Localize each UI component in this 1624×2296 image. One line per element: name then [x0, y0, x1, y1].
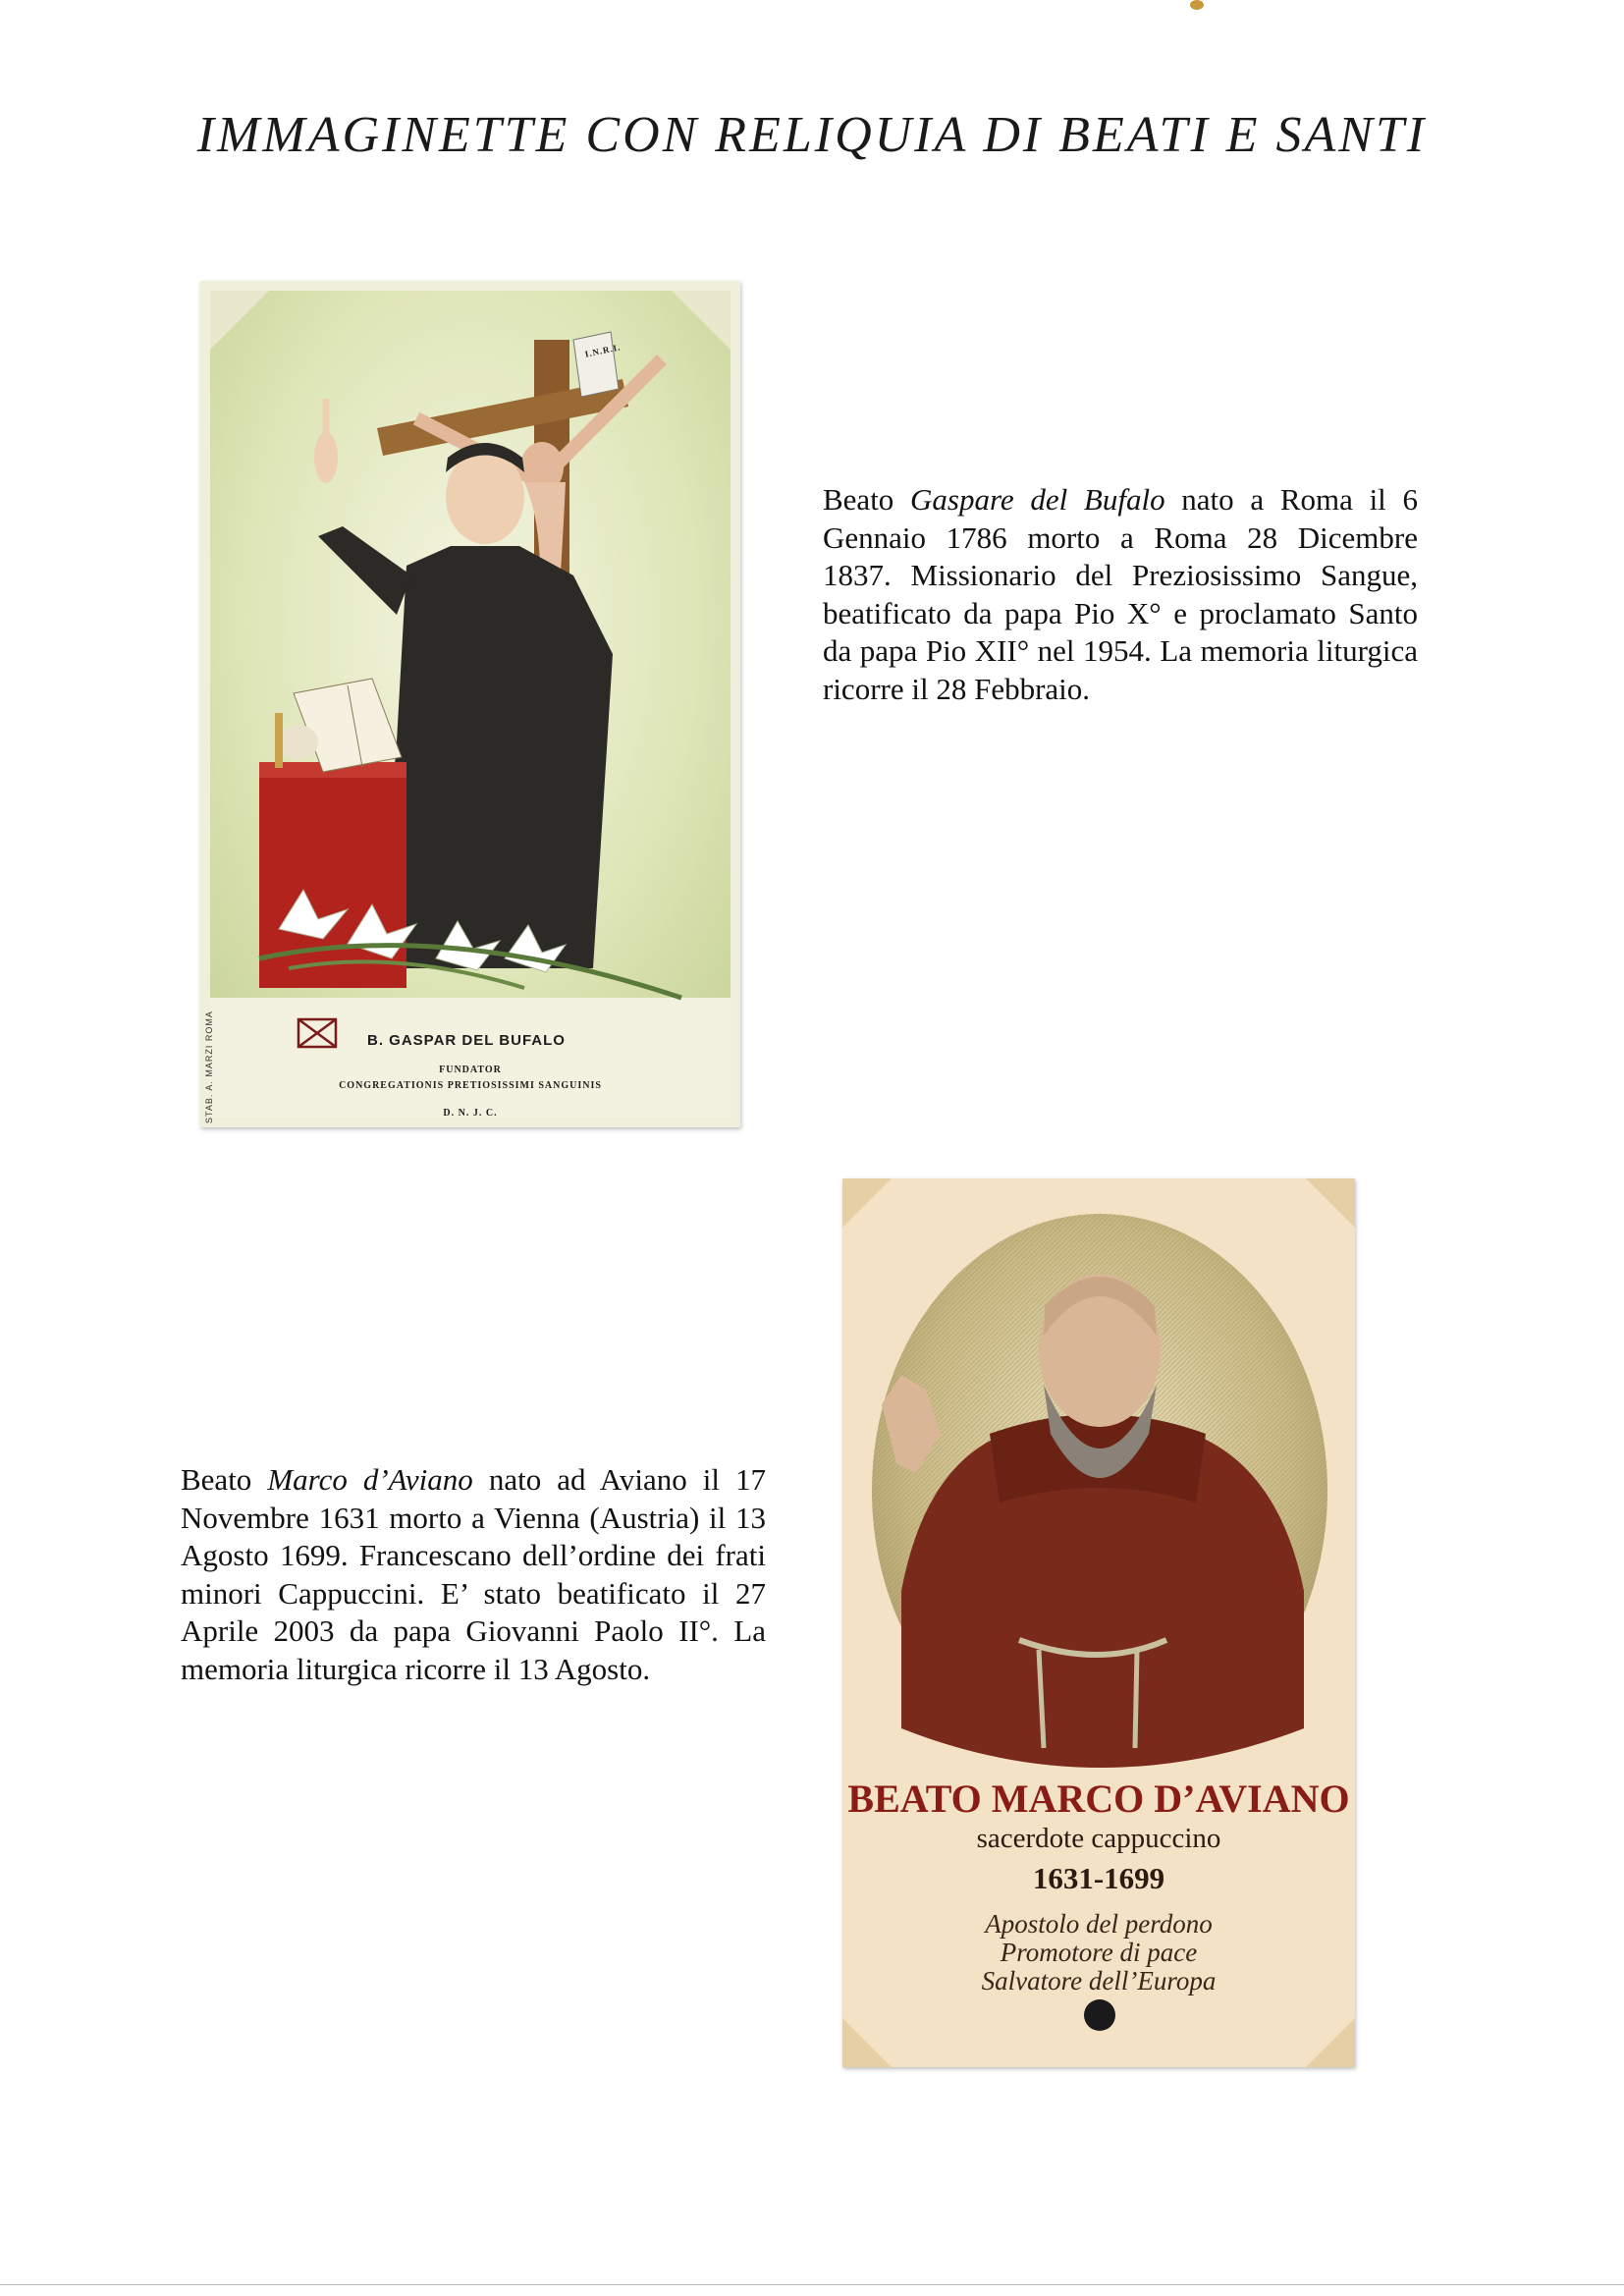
- description-body: nato ad Aviano il 17 Novembre 1631 morto a Vienna (Austria) il 13 Agosto 1699. Francescano dell’ordine dei frati minori Cappuccini. E’ stato beatificato il 27 Aprile 2003 da papa Giovanni Paolo II°. La memoria liturgica ricorre il 13 Agosto.: [181, 1462, 767, 1686]
- holy-card-gaspar-del-bufalo: [200, 281, 740, 1127]
- saint-name: Marco d’Aviano: [267, 1462, 473, 1497]
- card-motto-line3: Salvatore dell’Europa: [981, 1966, 1217, 1995]
- holy-card-illustration: [200, 281, 740, 1127]
- relic-window: [1084, 1999, 1115, 2031]
- printer-mark: STAB. A. MARZI ROMA: [204, 1011, 214, 1123]
- card-caption-line2: CONGREGATIONIS PRETIOSISSIMI SANGUINIS: [339, 1080, 602, 1091]
- description-prefix: Beato: [181, 1462, 268, 1497]
- priest-face: [446, 450, 524, 544]
- card-saint-years: 1631-1699: [1032, 1861, 1165, 1895]
- card-caption-title: B. GASPAR DEL BUFALO: [367, 1032, 566, 1049]
- priest-cassock: [377, 546, 613, 968]
- description-prefix: Beato: [823, 482, 911, 517]
- page-title: IMMAGINETTE CON RELIQUIA DI BEATI E SANTI: [196, 107, 1428, 163]
- card-motto-line1: Apostolo del perdono: [985, 1909, 1213, 1939]
- description-gaspare: [823, 481, 1418, 708]
- card-caption-line1: FUNDATOR: [439, 1065, 502, 1075]
- card-saint-role: sacerdote cappuccino: [976, 1823, 1221, 1854]
- cross-inscription: I.N.R.I.: [583, 342, 623, 359]
- ink-spot: [1190, 0, 1204, 10]
- description-marco: [181, 1461, 766, 1688]
- saint-name: Gaspare del Bufalo: [910, 482, 1165, 517]
- card-caption-line3: D. N. J. C.: [443, 1108, 498, 1119]
- page-edge-divider: [0, 2284, 1624, 2285]
- description-body: nato a Roma il 6 Gennaio 1786 morto a Roma 28 Dicembre 1837. Missionario del Preziosissimo Sangue, beatificato da papa Pio X° e proclamato Santo da papa Pio XII° nel 1954. La memoria liturgica ricorre il 28 Febbraio.: [823, 482, 1418, 706]
- card-motto-line2: Promotore di pace: [1000, 1938, 1198, 1967]
- holy-card-marco-daviano: [842, 1178, 1355, 2067]
- card-saint-name: BEATO MARCO D’AVIANO: [847, 1777, 1350, 1821]
